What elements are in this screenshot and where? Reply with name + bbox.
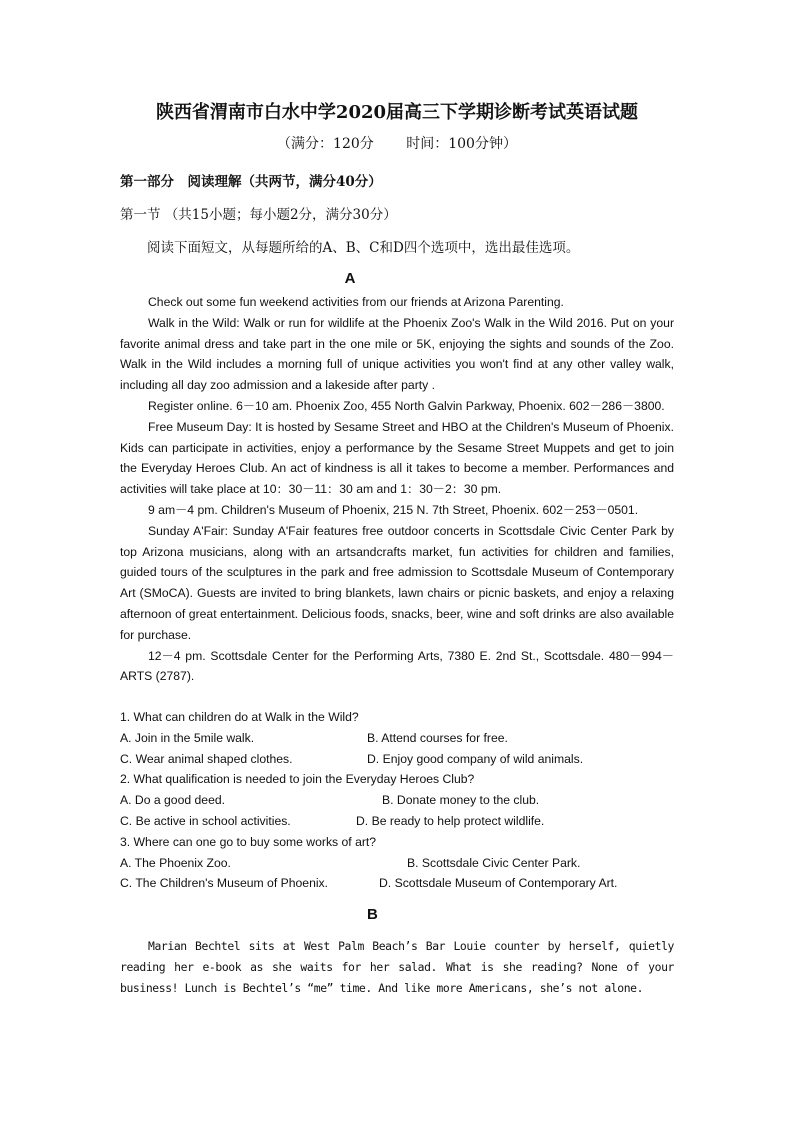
option-c: C. Be active in school activities.: [120, 813, 291, 828]
passage-b-letter: B: [367, 906, 378, 923]
paragraph: Walk in the Wild: Walk or run for wildlife at the Phoenix Zoo's Walk in the Wild 2016. Put on your favorite animal dress and take part in the one mile or 5K, enjoying the sights and sounds of the Zoo. Walk in the Wild includes a morning full of unique activities you won't find at any other valley walk, including all day zoo admission and a lakeside after party .: [120, 315, 674, 393]
passage-b: [120, 936, 674, 999]
option-a: A. Do a good deed.: [120, 793, 226, 808]
option-row: [120, 853, 680, 874]
section-heading: 第一部分 阅读理解（共两节，满分40分）: [120, 174, 382, 190]
passage-a: [120, 292, 687, 687]
option-row: [120, 811, 680, 832]
subsection-heading: 第一节 （共15小题；每小题2分，满分30分）: [120, 207, 397, 223]
exam-info: [0, 133, 794, 153]
full-score: （满分：120分: [277, 136, 374, 152]
option-row: [120, 728, 680, 749]
option-row: [120, 790, 680, 811]
option-d: D. Scottsdale Museum of Contemporary Art.: [379, 876, 618, 891]
option-row: [120, 749, 680, 770]
passage-a-letter: A: [344, 270, 356, 287]
option-c: C. Wear animal shaped clothes.: [120, 751, 293, 766]
option-d: D. Be ready to help protect wildlife.: [356, 813, 545, 828]
paragraph: Sunday A'Fair: Sunday A'Fair features free outdoor concerts in Scottsdale Civic Center Park by top Arizona musicians, along with an artsandcrafts market, fun activities for children and families, guided tours of the sculptures in the park and free admission to Scottsdale Museum of Contemporary Art (SMoCA). Guests are invited to bring blankets, lawn chairs or picnic baskets, and enjoy a relaxing afternoon of great entertainment. Delicious foods, snacks, beer, wine and soft drinks are also available for purchase.: [120, 523, 674, 642]
option-c: C. The Children's Museum of Phoenix.: [120, 876, 329, 891]
option-a: A. The Phoenix Zoo.: [120, 855, 231, 870]
question-stem: 1. What can children do at Walk in the Wild?: [120, 710, 359, 724]
paragraph: Free Museum Day: It is hosted by Sesame Street and HBO at the Children's Museum of Phoenix. Kids can participate in activities, enjoy a performance by the Sesame Street Muppets and get to join the Everyday Heroes Club. An act of kindness is all it takes to become a member. Performances and activities will take place at 10：30－11：30 am and 1：30－2：30 pm.: [120, 419, 687, 497]
paragraph: Marian Bechtel sits at West Palm Beach’s Bar Louie counter by herself, quietly reading her e-book as she waits for her salad. What is she reading? None of your business! Lunch is Bechtel’s “me” time. And like more Americans, she’s not alone.: [120, 939, 674, 995]
question-list: [120, 707, 680, 894]
paragraph: Register online. 6－10 am. Phoenix Zoo, 455 North Galvin Parkway, Phoenix. 602－286－3800.: [148, 398, 665, 413]
question-stem: 2. What qualification is needed to join the Everyday Heroes Club?: [120, 772, 475, 787]
instruction: 阅读下面短文，从每题所给的A、B、C和D四个选项中，选出最佳选项。: [147, 240, 580, 256]
option-b: B. Scottsdale Civic Center Park.: [407, 855, 581, 870]
option-b: B. Attend courses for free.: [367, 730, 508, 745]
option-b: B. Donate money to the club.: [382, 793, 540, 808]
paragraph: 9 am－4 pm. Children's Museum of Phoenix, 215 N. 7th Street, Phoenix. 602－253－0501.: [148, 502, 639, 517]
option-a: A. Join in the 5mile walk.: [120, 730, 255, 745]
page-title: 陕西省渭南市白水中学2020届高三下学期诊断考试英语试题: [155, 102, 639, 123]
paragraph: 12－4 pm. Scottsdale Center for the Performing Arts, 7380 E. 2nd St., Scottsdale. 480－994－ARTS (2787).: [120, 648, 674, 684]
option-d: D. Enjoy good company of wild animals.: [367, 751, 584, 766]
paragraph: Check out some fun weekend activities from our friends at Arizona Parenting.: [148, 295, 564, 309]
option-row: [120, 873, 680, 894]
time-limit: 时间：100分钟）: [406, 136, 517, 152]
question-stem: 3. Where can one go to buy some works of art?: [120, 834, 377, 849]
